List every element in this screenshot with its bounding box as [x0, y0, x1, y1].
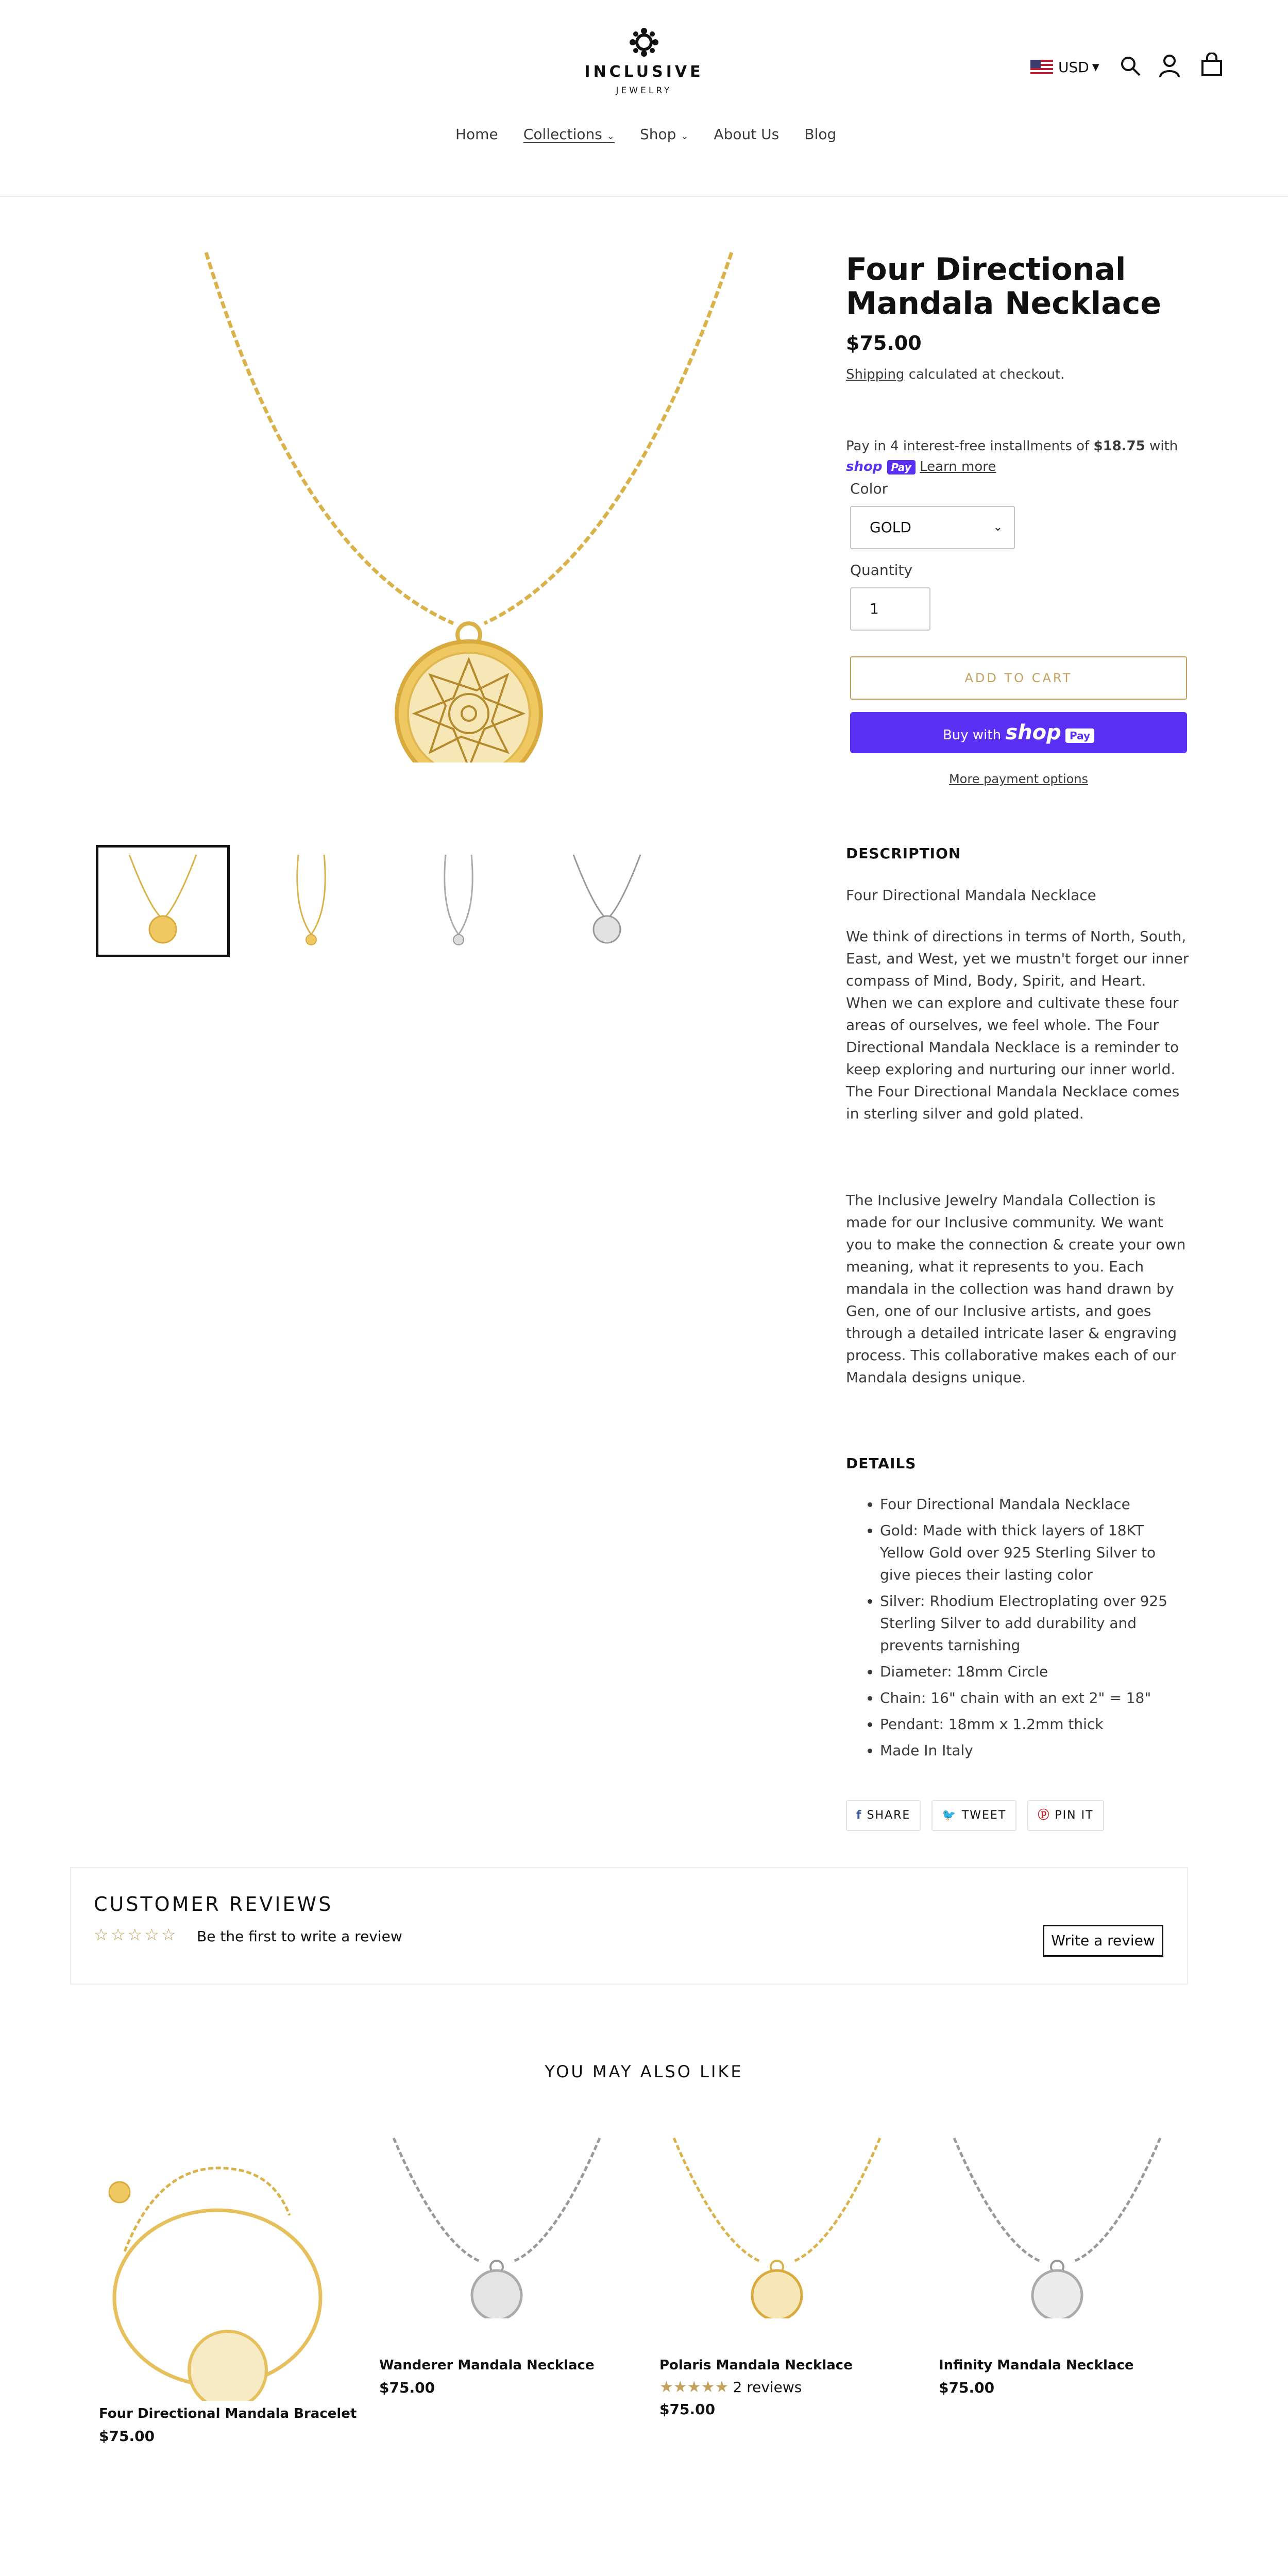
nav-shop[interactable]: Shop ⌄: [639, 126, 689, 143]
share-twitter-button[interactable]: 🐦 TWEET: [931, 1800, 1016, 1831]
quantity-input[interactable]: 1: [850, 587, 930, 631]
description-paragraph-1: We think of directions in terms of North, South, East, and West, yet we mustn't forget our inner compass of Mind, Body, Spirit, and Heart. When we can explore and cultivate these four areas of ourselves, we feel whole. The Four Directional Mandala Necklace is a reminder to keep exploring and nurturing our inner world. The Four Directional Mandala Necklace comes in sterling silver and gold plated.: [846, 928, 1189, 1122]
chevron-down-icon: ▼: [1092, 62, 1099, 73]
customer-reviews-panel: [70, 1867, 1188, 1985]
product-price: $75.00: [846, 332, 922, 354]
description-paragraph-2: The Inclusive Jewelry Mandala Collection is made for our Inclusive community. We want you to make the connection & create your own meaning, what it represents to you. Each mandala in the collection was hand drawn by Gen, one of our Inclusive artists, and goes through a detailed intricate laser & engraving process. This collaborative makes each of our Mandala designs unique.: [846, 1192, 1186, 1386]
shipping-note-text: calculated at checkout.: [908, 367, 1065, 382]
facebook-icon: f: [856, 1809, 862, 1822]
nav-about-us[interactable]: About Us: [714, 126, 779, 143]
reviews-empty-text: Be the first to write a review: [197, 1928, 402, 1945]
pinterest-icon: ⓟ: [1038, 1809, 1050, 1822]
brand-name[interactable]: INCLUSIVE: [584, 63, 704, 81]
related-products-title: YOU MAY ALSO LIKE: [545, 2062, 743, 2081]
write-review-button[interactable]: Write a review: [1043, 1925, 1163, 1957]
brand-logo-mark[interactable]: [629, 27, 659, 60]
product-thumbnail-3[interactable]: [392, 845, 526, 957]
details-heading: DETAILS: [846, 1455, 917, 1472]
product-thumbnail-2[interactable]: [244, 845, 378, 957]
add-to-cart-button[interactable]: ADD TO CART: [850, 656, 1187, 700]
details-item: • Chain: 16" chain with an ext 2" = 18": [880, 1687, 1189, 1709]
shop-pay-tag: Pay: [1065, 728, 1094, 743]
related-product-name[interactable]: Infinity Mandala Necklace: [939, 2358, 1134, 2373]
share-buttons: [846, 1800, 1112, 1831]
details-item: • Diameter: 18mm Circle: [880, 1660, 1189, 1683]
search-icon[interactable]: [1119, 55, 1142, 79]
related-product-price: $75.00: [939, 2379, 995, 2396]
shop-pay-wordmark: shop: [1005, 721, 1061, 744]
related-product-name[interactable]: Polaris Mandala Necklace: [659, 2358, 853, 2373]
reviews-title: CUSTOMER REVIEWS: [94, 1893, 333, 1916]
details-item: • Four Directional Mandala Necklace: [880, 1493, 1189, 1515]
currency-label: USD: [1058, 59, 1089, 76]
account-icon[interactable]: [1158, 54, 1181, 80]
related-product-image[interactable]: [939, 2133, 1176, 2320]
related-product-rating: [659, 2378, 802, 2396]
us-flag-icon: [1030, 60, 1053, 75]
share-facebook-button[interactable]: f SHARE: [846, 1800, 921, 1831]
details-item: • Pendant: 18mm x 1.2mm thick: [880, 1713, 1189, 1735]
shop-pay-logo: shop Pay: [846, 459, 916, 474]
product-thumbnail-4[interactable]: [540, 845, 674, 957]
installments-text: Pay in 4 interest-free installments of: [846, 438, 1090, 454]
related-product-image[interactable]: [99, 2133, 336, 2403]
more-payment-options-link[interactable]: More payment options: [948, 772, 1089, 786]
chevron-down-icon: ⌄: [606, 131, 615, 142]
related-product-image[interactable]: [378, 2133, 615, 2320]
twitter-icon: 🐦: [942, 1809, 957, 1822]
description-intro: Four Directional Mandala Necklace: [846, 887, 1096, 904]
chevron-down-icon: ⌄: [681, 131, 689, 142]
details-item: • Gold: Made with thick layers of 18KT Yellow Gold over 925 Sterling Silver to give pieces their lasting color: [880, 1519, 1189, 1586]
nav-blog[interactable]: Blog: [804, 126, 837, 143]
related-product-price: $75.00: [99, 2428, 155, 2445]
nav-collections[interactable]: Collections ⌄: [523, 126, 615, 143]
cart-icon[interactable]: [1200, 53, 1223, 79]
chevron-down-icon: ⌄: [993, 521, 1003, 534]
installments-amount: $18.75: [1093, 438, 1145, 454]
details-item: • Made In Italy: [880, 1739, 1189, 1761]
brand-subtitle: JEWELRY: [616, 86, 672, 96]
shipping-note: [846, 367, 1064, 382]
color-select-value: GOLD: [870, 519, 911, 536]
buy-with-shop-pay-button[interactable]: [850, 712, 1187, 753]
rating-stars: ★★★★★: [659, 2378, 729, 2396]
product-title: Four Directional Mandala Necklace: [846, 251, 1161, 321]
color-select[interactable]: [850, 506, 1015, 549]
related-product-image[interactable]: [658, 2133, 895, 2320]
related-product-price: $75.00: [659, 2401, 716, 2418]
installments-with: with: [1149, 438, 1178, 454]
learn-more-link[interactable]: Learn more: [920, 459, 996, 474]
main-nav: [455, 126, 859, 143]
share-pinterest-button[interactable]: ⓟ PIN IT: [1027, 1800, 1104, 1831]
currency-selector[interactable]: [1030, 59, 1099, 76]
color-label: Color: [850, 480, 888, 497]
buy-with-label: Buy with: [942, 727, 1002, 743]
product-thumbnail-1[interactable]: [96, 845, 230, 957]
quantity-label: Quantity: [850, 562, 912, 579]
installments-banner: [846, 436, 1196, 478]
description-heading: DESCRIPTION: [846, 845, 961, 862]
related-product-price: $75.00: [379, 2379, 435, 2396]
reviews-stars-empty: ☆☆☆☆☆: [94, 1925, 178, 1944]
nav-home[interactable]: Home: [455, 126, 498, 143]
header-divider: [0, 196, 1288, 197]
details-list: [880, 1493, 1189, 1766]
related-product-name[interactable]: Four Directional Mandala Bracelet: [99, 2406, 357, 2421]
product-main-image[interactable]: [196, 247, 742, 765]
related-product-name[interactable]: Wanderer Mandala Necklace: [379, 2358, 595, 2373]
shipping-link[interactable]: Shipping: [846, 367, 905, 382]
details-item: • Silver: Rhodium Electroplating over 925 Sterling Silver to add durability and prevents tarnishing: [880, 1590, 1189, 1656]
rating-count: 2 reviews: [733, 2379, 802, 2396]
